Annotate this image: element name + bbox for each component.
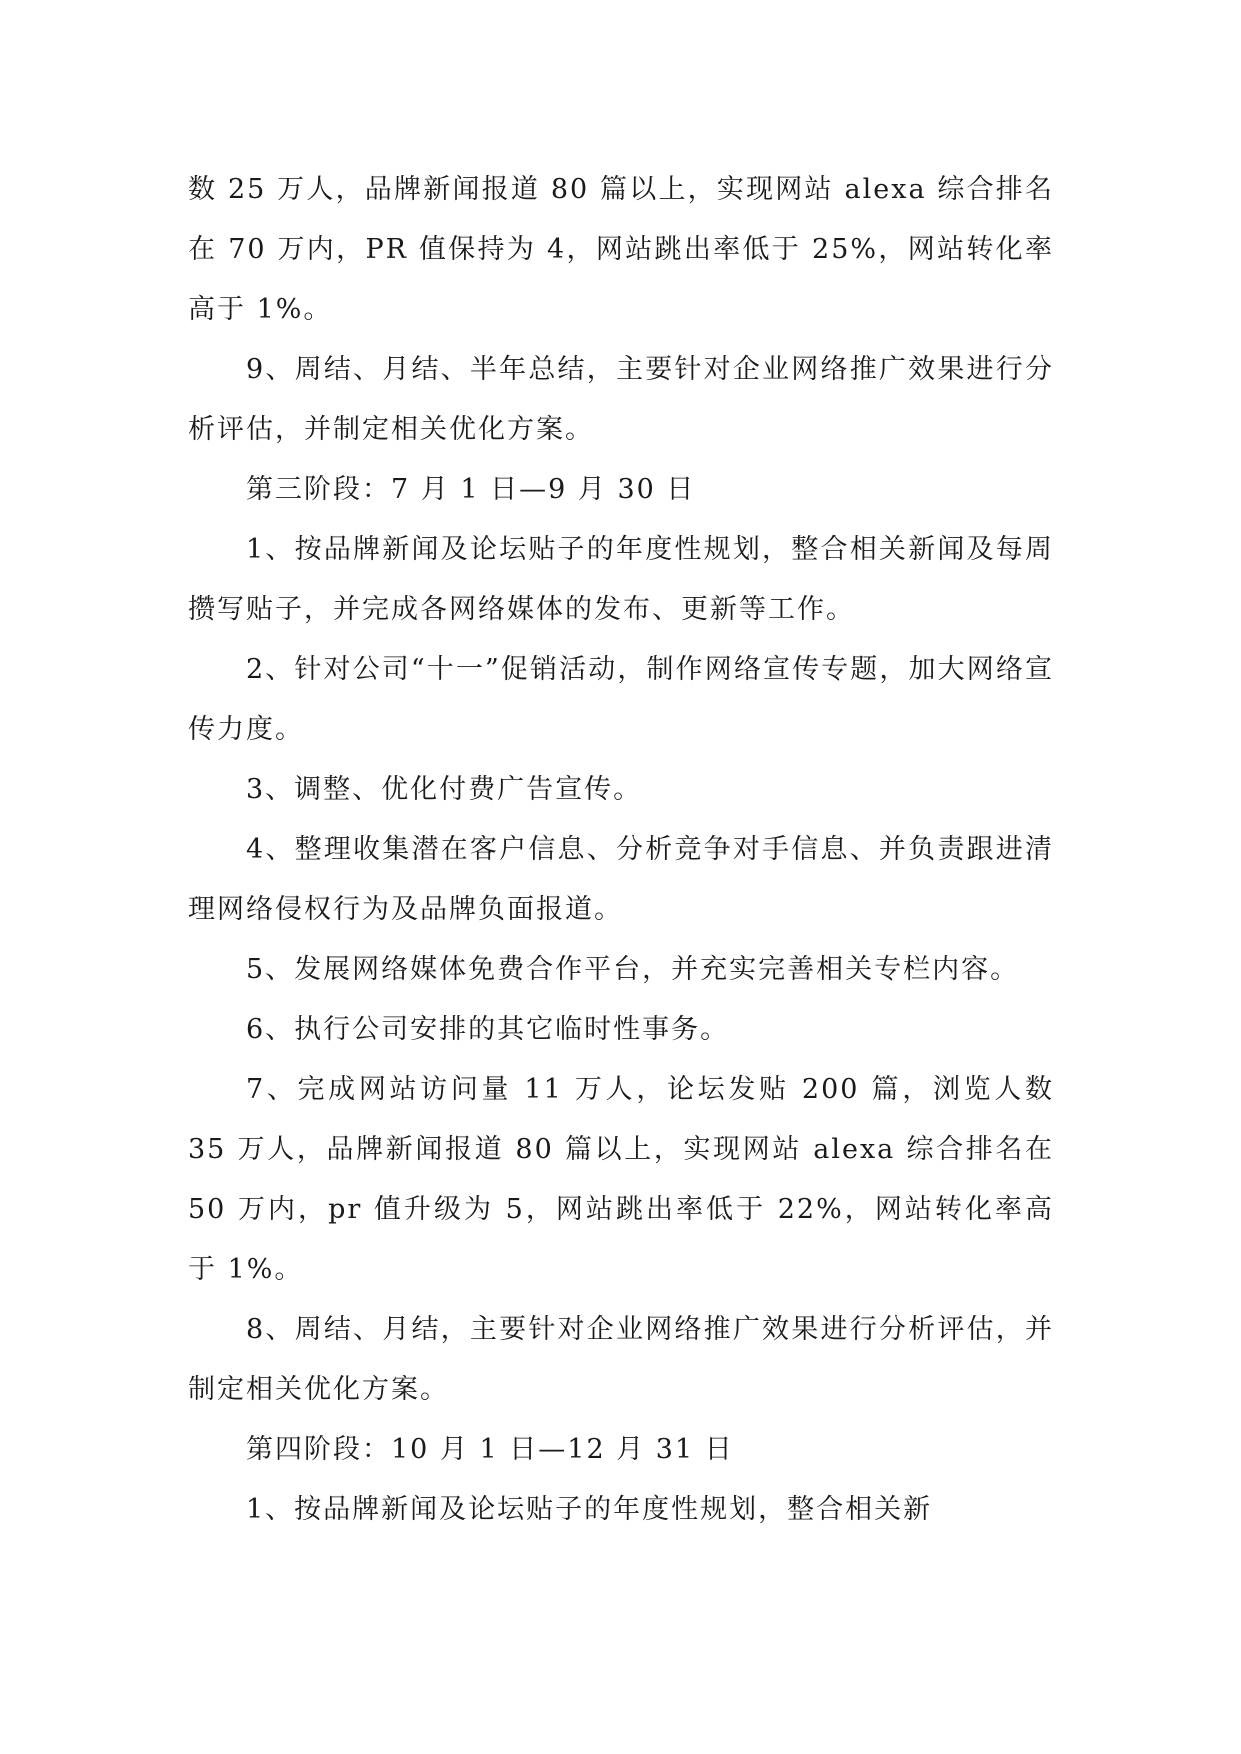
paragraph-stage2-item-9: 9、周结、月结、半年总结，主要针对企业网络推广效果进行分析评估，并制定相关优化方案。 <box>188 354 1054 445</box>
paragraph-stage3-item-6: 6、执行公司安排的其它临时性事务。 <box>246 1014 730 1045</box>
paragraph-stage3-item-4: 4、整理收集潜在客户信息、分析竞争对手信息、并负责跟进清理网络侵权行为及品牌负面报道。 <box>188 834 1054 925</box>
paragraph-stage4-item-1: 1、按品牌新闻及论坛贴子的年度性规划，整合相关新 <box>246 1494 933 1525</box>
paragraph-stage3-item-7: 7、完成网站访问量 11 万人，论坛发贴 200 篇，浏览人数 35 万人，品牌新闻报道 80 篇以上，实现网站 alexa 综合排名在 50 万内，pr 值升级为 5，网站跳出率低于 22%，网站转化率高于 1%。 <box>188 1074 1054 1285</box>
paragraph-stage3-item-5: 5、发展网络媒体免费合作平台，并充实完善相关专栏内容。 <box>246 954 1020 985</box>
section-heading-stage-4: 第四阶段：10 月 1 日—12 月 31 日 <box>246 1434 734 1465</box>
paragraph-stage3-item-3: 3、调整、优化付费广告宣传。 <box>246 774 643 805</box>
document-body <box>188 160 1054 1540</box>
paragraph-stage3-item-2: 2、针对公司“十一”促销活动，制作网络宣传专题，加大网络宣传力度。 <box>188 654 1054 745</box>
paragraph-stage2-summary-cont: 数 25 万人，品牌新闻报道 80 篇以上，实现网站 alexa 综合排名在 70 万内，PR 值保持为 4，网站跳出率低于 25%，网站转化率高于 1%。 <box>188 174 1054 325</box>
paragraph-stage3-item-8: 8、周结、月结，主要针对企业网络推广效果进行分析评估，并制定相关优化方案。 <box>188 1314 1054 1405</box>
paragraph-stage3-item-1: 1、按品牌新闻及论坛贴子的年度性规划，整合相关新闻及每周攒写贴子，并完成各网络媒体的发布、更新等工作。 <box>188 534 1054 625</box>
section-heading-stage-3: 第三阶段：7 月 1 日—9 月 30 日 <box>246 474 696 505</box>
